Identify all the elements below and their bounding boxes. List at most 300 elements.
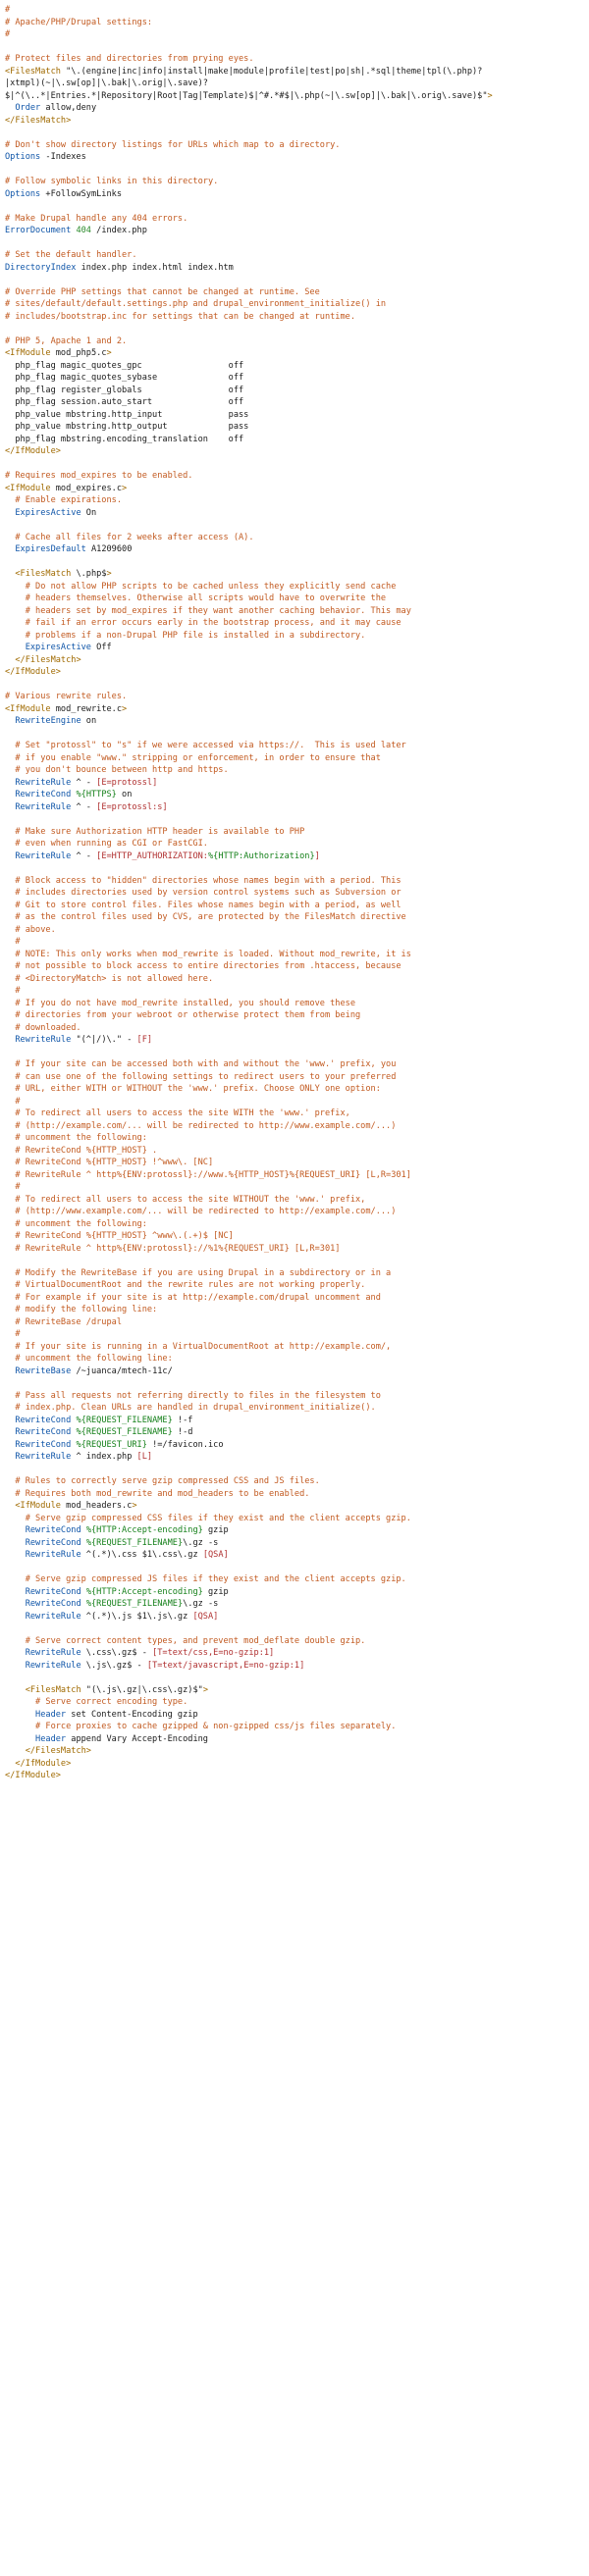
code-line [0, 249, 589, 262]
comment-token: # Follow symbolic links in this directory. [5, 177, 219, 186]
value-token [5, 1612, 26, 1622]
value-token [5, 851, 15, 861]
comment-token: # if you enable "www." stripping or enforcement, in order to ensure that [5, 752, 381, 763]
code-line [0, 1377, 589, 1390]
code-line [0, 262, 589, 275]
comment-token: # Pass all requests not referring directly to files in the filesystem to [5, 1390, 381, 1401]
comment-token: # Serve gzip compressed JS files if they exist and the client accepts gzip. [5, 1574, 406, 1584]
code-line [0, 1157, 589, 1169]
code-line [0, 225, 589, 237]
value-token: ^(.*)\.js $1\.js\.gz [80, 1611, 193, 1622]
directive-token: RewriteCond [25, 1599, 81, 1609]
code-line [0, 1598, 589, 1611]
comment-token: # Set "protossl" to "s" if we were accessed via https://. This is used later [5, 741, 406, 750]
comment-token: # Git to store control files. Files whose names begin with a period, as well [5, 900, 402, 910]
code-line [0, 1660, 589, 1673]
value-token [5, 508, 15, 518]
tag-token: <FilesMatch [25, 1684, 81, 1695]
code-line [0, 1009, 589, 1022]
tag-token: <IfModule [5, 703, 51, 714]
code-line [0, 286, 589, 299]
code-line [0, 127, 589, 139]
comment-token: # If your site is running in a VirtualDocumentRoot at http://example.com/, [5, 1341, 392, 1352]
comment-token: # Serve correct content types, and prevent mod_deflate double gzip. [5, 1635, 366, 1646]
variable-token: %{REQUEST_FILENAME} [85, 1537, 184, 1548]
code-line [0, 1194, 589, 1207]
code-line [0, 311, 589, 324]
code-line [0, 494, 589, 507]
code-line [0, 1426, 589, 1439]
code-line [0, 752, 589, 765]
value-token: \.gz -s [183, 1599, 219, 1609]
tag-token: <IfModule [15, 1501, 61, 1511]
value-token: gzip [202, 1525, 229, 1535]
tag-token: </IfModule> [5, 446, 61, 456]
code-line [0, 1635, 589, 1648]
code-line [0, 960, 589, 973]
code-line [0, 630, 589, 643]
code-line [0, 911, 589, 924]
variable-token: %{REQUEST_FILENAME} [85, 1599, 184, 1609]
code-line [0, 483, 589, 495]
tag-token: <FilesMatch [15, 569, 72, 579]
comment-token: # [5, 1329, 21, 1339]
comment-token: # you don't bounce between http and https. [5, 765, 229, 775]
code-line [0, 1745, 589, 1758]
code-line [0, 1328, 589, 1341]
comment-token: # To redirect all users to access the site WITH the 'www.' prefix, [5, 1108, 350, 1118]
value-token [5, 716, 15, 726]
code-line [0, 66, 589, 78]
code-line [0, 1549, 589, 1562]
code-line [0, 1132, 589, 1145]
value-token: php_value mbstring.http_output pass [5, 422, 249, 432]
comment-token: # uncomment the following line: [5, 1354, 173, 1364]
code-line [0, 592, 589, 605]
comment-token: # [5, 1182, 21, 1192]
comment-token: # VirtualDocumentRoot and the rewrite rules are not working properly. [5, 1280, 366, 1290]
code-line [0, 409, 589, 422]
code-line [0, 875, 589, 888]
code-line [0, 1586, 589, 1599]
value-token [5, 1550, 26, 1560]
value-token: php_flag magic_quotes_gpc off [5, 360, 244, 371]
value-token [5, 655, 15, 665]
code-line [0, 1206, 589, 1218]
comment-token: # Apache/PHP/Drupal settings: [5, 17, 153, 27]
code-line [0, 1218, 589, 1231]
code-line [0, 4, 589, 17]
comment-token: # For example if your site is at http://example.com/drupal uncomment and [5, 1292, 381, 1303]
directive-token: RewriteCond [25, 1586, 81, 1597]
value-token: ^(.*)\.css $1\.css\.gz [80, 1550, 203, 1560]
code-line [0, 654, 589, 667]
code-line [0, 556, 589, 569]
code-line [0, 200, 589, 213]
comment-token: # [5, 986, 21, 996]
code-line [0, 1341, 589, 1354]
value-token: $|^(\..*|Entries.*|Repository|Root|Tag|Template)$|^#.*#$|\.php(~|\.sw[op]|\.bak|\.orig\.save)$" [5, 90, 488, 101]
flags-token: [QSA] [202, 1550, 229, 1560]
value-token [5, 1685, 26, 1695]
code-line [0, 17, 589, 29]
code-line [0, 1353, 589, 1365]
code-line [0, 1096, 589, 1108]
variable-token: %{REQUEST_URI} [76, 1439, 147, 1450]
value-token: ^ index.php [71, 1452, 137, 1462]
value-token [5, 1710, 35, 1720]
code-line [0, 679, 589, 692]
tag-token: </IfModule> [5, 667, 61, 677]
comment-token: # Cache all files for 2 weeks after access (A). [5, 532, 254, 542]
code-line [0, 360, 589, 373]
code-line [0, 1169, 589, 1182]
directive-token: RewriteRule [25, 1648, 81, 1658]
directive-token: RewriteRule [25, 1611, 81, 1622]
value-token: mod_expires.c [50, 483, 123, 493]
value-token [5, 1416, 15, 1425]
value-token: php_flag mbstring.encoding_translation off [5, 434, 244, 444]
code-line [0, 385, 589, 397]
value-token: mod_headers.c [60, 1501, 133, 1511]
value-token [5, 1587, 26, 1597]
value-token: index.php index.html index.htm [76, 262, 234, 273]
code-line [0, 801, 589, 814]
value-token: \.js\.gz$ - [80, 1660, 147, 1671]
comment-token: # RewriteCond %{HTTP_HOST} !^www\. [NC] [5, 1158, 214, 1167]
comment-token: # headers set by mod_expires if they want another caching behavior. This may [5, 605, 411, 616]
variable-token: %{HTTP:Accept-encoding} [85, 1586, 203, 1597]
value-token: "(^|/)\." - [71, 1035, 137, 1045]
value-token [5, 1538, 26, 1548]
comment-token: # If your site can be accessed both with and without the 'www.' prefix, you [5, 1059, 397, 1069]
code-line [0, 1230, 589, 1243]
comment-token: # PHP 5, Apache 1 and 2. [5, 335, 128, 346]
number-token: 404 [76, 226, 91, 235]
comment-token: # uncomment the following: [5, 1218, 147, 1229]
tag-token: <IfModule [5, 348, 51, 358]
code-line [0, 642, 589, 654]
code-line [0, 949, 589, 961]
comment-token: # Enable expirations. [5, 495, 122, 505]
directive-token: RewriteRule [15, 1452, 72, 1462]
comment-token: # above. [5, 924, 56, 935]
value-token: ^ - [71, 777, 97, 788]
code-line [0, 102, 589, 115]
value-token: allow,deny [40, 103, 97, 113]
tag-token: </FilesMatch> [15, 654, 81, 665]
code-line [0, 1524, 589, 1537]
code-line [0, 151, 589, 164]
code-line [0, 90, 589, 103]
code-line [0, 1513, 589, 1525]
code-line [0, 458, 589, 471]
directive-token: RewriteRule [25, 1660, 81, 1671]
value-token: "(\.js\.gz|\.css\.gz)$" [80, 1684, 203, 1695]
code-line [0, 887, 589, 900]
comment-token: # [5, 5, 11, 15]
value-token: !-d [172, 1427, 193, 1437]
value-token: on [80, 716, 97, 726]
code-line [0, 1181, 589, 1194]
code-line [0, 1721, 589, 1733]
value-token: !=/favicon.ico [146, 1439, 224, 1450]
flags-token: [L] [136, 1452, 153, 1462]
value-token: A1209600 [85, 544, 133, 554]
value-token [5, 802, 15, 812]
comment-token: # Do not allow PHP scripts to be cached unless they explicitly send cache [5, 581, 397, 592]
comment-token: # <DirectoryMatch> is not allowed here. [5, 973, 214, 984]
code-line [0, 543, 589, 556]
code-line [0, 1365, 589, 1378]
comment-token: # [5, 29, 11, 39]
code-line [0, 77, 589, 90]
code-line [0, 1390, 589, 1403]
comment-token: # (http://www.example.com/... will be redirected to http://example.com/...) [5, 1207, 397, 1216]
directive-token: RewriteCond [15, 1427, 72, 1437]
comment-token: # Serve gzip compressed CSS files if they exist and the client accepts gzip. [5, 1513, 411, 1523]
tag-token: </IfModule> [5, 1771, 61, 1780]
code-line [0, 176, 589, 188]
directive-token: RewriteCond [25, 1525, 81, 1535]
value-token: +FollowSymLinks [40, 188, 123, 199]
directive-token: RewriteRule [15, 777, 72, 788]
variable-token: %{HTTPS} [76, 790, 117, 799]
value-token [5, 544, 15, 554]
flags-token: [QSA] [192, 1611, 219, 1622]
comment-token: # includes directories used by version control systems such as Subversion or [5, 888, 402, 898]
code-line [0, 1022, 589, 1035]
code-line [0, 813, 589, 826]
code-line [0, 1267, 589, 1280]
value-token [5, 1452, 15, 1462]
comment-token: # not possible to block access to entire directories from .htaccess, because [5, 961, 402, 971]
code-line [0, 826, 589, 839]
comment-token: # downloaded. [5, 1022, 81, 1033]
value-token [5, 1525, 26, 1535]
value-token: append Vary Accept-Encoding [66, 1733, 208, 1744]
comment-token: # headers themselves. Otherwise all scripts would have to overwrite the [5, 593, 387, 603]
value-token: -Indexes [40, 152, 86, 162]
code-line [0, 900, 589, 912]
value-token [5, 1440, 15, 1450]
code-line [0, 164, 589, 177]
code-line [0, 740, 589, 752]
comment-token: # Requires mod_expires to be enabled. [5, 471, 193, 481]
comment-token: # RewriteRule ^ http%{ENV:protossl}://www.%{HTTP_HOST}%{REQUEST_URI} [L,R=301] [5, 1169, 411, 1180]
code-line [0, 924, 589, 937]
code-line [0, 764, 589, 777]
value-token: \.css\.gz$ - [80, 1648, 153, 1658]
variable-token: %{HTTP:Accept-encoding} [85, 1525, 203, 1535]
code-line [0, 188, 589, 201]
variable-token: %{HTTP:Authorization} [207, 850, 315, 861]
value-token [5, 643, 26, 652]
tag-token: <FilesMatch [5, 66, 61, 77]
code-line [0, 666, 589, 679]
code-line [0, 323, 589, 335]
flags-token: [E=protossl] [96, 777, 158, 788]
code-line [0, 1562, 589, 1574]
code-line [0, 1709, 589, 1722]
directive-token: Order [15, 103, 41, 113]
comment-token: # index.php. Clean URLs are handled in drupal_environment_initialize(). [5, 1403, 376, 1413]
comment-token: # Protect files and directories from prying eyes. [5, 54, 254, 64]
code-line [0, 347, 589, 360]
value-token [5, 1035, 15, 1045]
value-token [5, 1746, 26, 1756]
comment-token: # Set the default handler. [5, 250, 137, 260]
value-token [5, 1759, 15, 1769]
code-line [0, 1047, 589, 1059]
flags-token: [F] [136, 1035, 153, 1045]
value-token: ^ - [71, 801, 97, 812]
code-line [0, 507, 589, 520]
value-token [5, 1599, 26, 1609]
code-line [0, 298, 589, 311]
flags-token: [T=text/css,E=no-gzip:1] [152, 1648, 275, 1658]
code-line [0, 434, 589, 446]
directive-token: RewriteCond [15, 790, 72, 799]
code-line [0, 936, 589, 949]
code-line [0, 1672, 589, 1684]
directive-token: ExpiresActive [25, 643, 91, 652]
value-token: on [116, 790, 133, 799]
code-line [0, 1623, 589, 1635]
code-line [0, 372, 589, 385]
tag-token: > [132, 1501, 137, 1511]
directive-token: RewriteCond [15, 1439, 72, 1450]
directive-token: ExpiresActive [15, 507, 81, 518]
comment-token: # sites/default/default.settings.php and drupal_environment_initialize() in [5, 299, 387, 309]
comment-token: # Make sure Authorization HTTP header is available to PHP [5, 826, 305, 837]
tag-token: > [106, 569, 112, 579]
comment-token: # even when running as CGI or FastCGI. [5, 839, 208, 849]
code-line [0, 1696, 589, 1709]
code-line [0, 1083, 589, 1096]
comment-token: # URL, either WITH or WITHOUT the 'www.' prefix. Choose ONLY one option: [5, 1084, 381, 1094]
code-line [0, 470, 589, 483]
flags-token: [E=HTTP_AUTHORIZATION: [96, 850, 208, 861]
directive-token: DirectoryIndex [5, 262, 77, 273]
directive-token: RewriteCond [15, 1415, 72, 1425]
code-line [0, 1488, 589, 1501]
directive-token: RewriteRule [15, 801, 72, 812]
value-token: On [80, 507, 97, 518]
value-token [5, 1661, 26, 1671]
value-token: mod_php5.c [50, 348, 107, 358]
value-token [5, 790, 15, 799]
code-line [0, 1108, 589, 1120]
directive-token: ErrorDocument [5, 226, 72, 235]
value-token [5, 569, 15, 579]
comment-token: # To redirect all users to access the site WITHOUT the 'www.' prefix, [5, 1194, 366, 1205]
tag-token: </FilesMatch> [25, 1746, 91, 1756]
code-line [0, 274, 589, 286]
comment-token: # RewriteBase /drupal [5, 1316, 122, 1327]
flags-token: [E=protossl:s] [96, 801, 168, 812]
value-token: gzip [202, 1586, 229, 1597]
value-token: ^ - [71, 850, 97, 861]
directive-token: RewriteRule [15, 1035, 72, 1045]
value-token [5, 103, 15, 113]
code-line [0, 1316, 589, 1329]
comment-token: # as the control files used by CVS, are protected by the FilesMatch directive [5, 912, 406, 922]
comment-token: # Block access to "hidden" directories whose names begin with a period. This [5, 875, 402, 886]
comment-token: # Requires both mod_rewrite and mod_headers to be enabled. [5, 1488, 310, 1499]
code-line [0, 1145, 589, 1158]
code-line [0, 28, 589, 41]
code-line [0, 605, 589, 618]
comment-token: # problems if a non-Drupal PHP file is installed in a subdirectory. [5, 630, 366, 641]
value-token: php_flag register_globals off [5, 385, 244, 395]
value-token [5, 778, 15, 788]
code-line [0, 139, 589, 152]
comment-token: # Various rewrite rules. [5, 692, 128, 701]
code-line [0, 1573, 589, 1586]
directive-token: Header [35, 1709, 67, 1720]
code-line [0, 1684, 589, 1697]
code-line [0, 973, 589, 986]
comment-token: # [5, 937, 21, 947]
code-line [0, 777, 589, 790]
directive-token: RewriteCond [25, 1537, 81, 1548]
code-line [0, 715, 589, 728]
code-line [0, 568, 589, 581]
comment-token: # Rules to correctly serve gzip compressed CSS and JS files. [5, 1476, 320, 1486]
code-line [0, 862, 589, 875]
comment-token: # can use one of the following settings to redirect users to your preferred [5, 1071, 397, 1082]
variable-token: %{REQUEST_FILENAME} [76, 1427, 173, 1437]
tag-token: <IfModule [5, 483, 51, 493]
code-line [0, 1243, 589, 1256]
code-line [0, 691, 589, 703]
value-token: php_flag session.auto_start off [5, 397, 244, 407]
code-line [0, 1120, 589, 1133]
code-line [0, 1758, 589, 1771]
code-line [0, 445, 589, 458]
comment-token: # Force proxies to cache gzipped & non-gzipped css/js files separately. [5, 1722, 397, 1731]
code-line [0, 1500, 589, 1513]
value-token: php_flag magic_quotes_sybase off [5, 373, 244, 383]
variable-token: %{REQUEST_FILENAME} [76, 1415, 173, 1425]
flags-token: ] [314, 850, 320, 861]
code-line [0, 519, 589, 532]
code-line [0, 1034, 589, 1047]
code-line [0, 998, 589, 1010]
code-line [0, 421, 589, 434]
directive-token: Options [5, 188, 41, 199]
value-token [5, 1648, 26, 1658]
value-token: set Content-Encoding gzip [66, 1709, 198, 1720]
comment-token: # [5, 1096, 21, 1107]
code-line [0, 838, 589, 850]
value-token: mod_rewrite.c [50, 703, 123, 714]
directive-token: Options [5, 152, 41, 162]
code-line [0, 213, 589, 226]
comment-token: # Make Drupal handle any 404 errors. [5, 213, 188, 224]
value-token [5, 1501, 15, 1511]
code-line [0, 1451, 589, 1464]
code-line [0, 532, 589, 544]
tag-token: > [122, 483, 128, 493]
comment-token: # Don't show directory listings for URLs which map to a directory. [5, 139, 341, 150]
code-line [0, 53, 589, 66]
code-line [0, 1279, 589, 1292]
code-line [0, 1402, 589, 1415]
comment-token: # Modify the RewriteBase if you are using Drupal in a subdirectory or in a [5, 1267, 392, 1278]
code-line [0, 1304, 589, 1316]
